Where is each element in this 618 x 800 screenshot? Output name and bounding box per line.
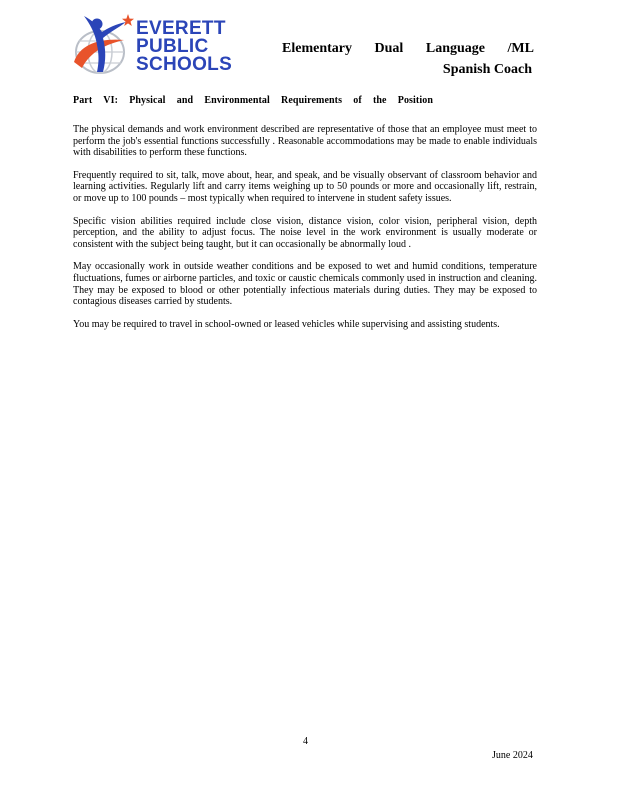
logo-line-everett: EVERETT: [136, 18, 226, 39]
paragraph-vision-abilities: Specific vision abilities required include close vision, distance vision, color vision, peripheral vision, depth perception, and the ability to adjust focus. The noise level in the work environment is usually moderate or consistent with the subject being taught, but it can occasionally be abnormally loud .: [73, 215, 537, 250]
document-body: [73, 124, 537, 341]
everett-schools-logo-icon: [70, 10, 134, 76]
section-heading: Part VI: Physical and Environmental Requirements of the Position: [73, 95, 433, 106]
logo-wordmark: [136, 20, 232, 74]
footer-date: June 2024: [492, 750, 533, 761]
job-title-line1: Elementary Dual Language /ML: [282, 41, 534, 56]
job-title-line2: Spanish Coach: [442, 62, 532, 77]
paragraph-travel: You may be required to travel in school-owned or leased vehicles while supervising and assisting students.: [73, 318, 500, 330]
page-number: 4: [303, 736, 308, 747]
logo-line-public: PUBLIC: [136, 36, 209, 57]
paragraph-frequent-requirements: Frequently required to sit, talk, move about, hear, and speak, and be visually observant of classroom behavior and learning activities. Regularly lift and carry items weighing up to 50 pounds or more and occasionally lift, restrain, or move up to 100 pounds – most typically when required to intervene in student safety issues.: [73, 169, 537, 204]
job-title: [282, 38, 534, 80]
logo-line-schools: SCHOOLS: [136, 54, 233, 75]
school-logo: [70, 10, 240, 80]
paragraph-physical-demands: The physical demands and work environment described are representative of those that an employee must meet to perform the job's essential functions successfully . Reasonable accommodations may be made to enable individuals with disabilities to perform these functions.: [73, 124, 537, 159]
paragraph-work-conditions: May occasionally work in outside weather conditions and be exposed to wet and humid conditions, temperature fluctuations, fumes or airborne particles, and toxic or caustic chemicals commonly used in instruction and cleaning. They may be exposed to blood or other potentially infectious materials during duties. They may be exposed to contagious diseases carried by students.: [73, 261, 537, 308]
